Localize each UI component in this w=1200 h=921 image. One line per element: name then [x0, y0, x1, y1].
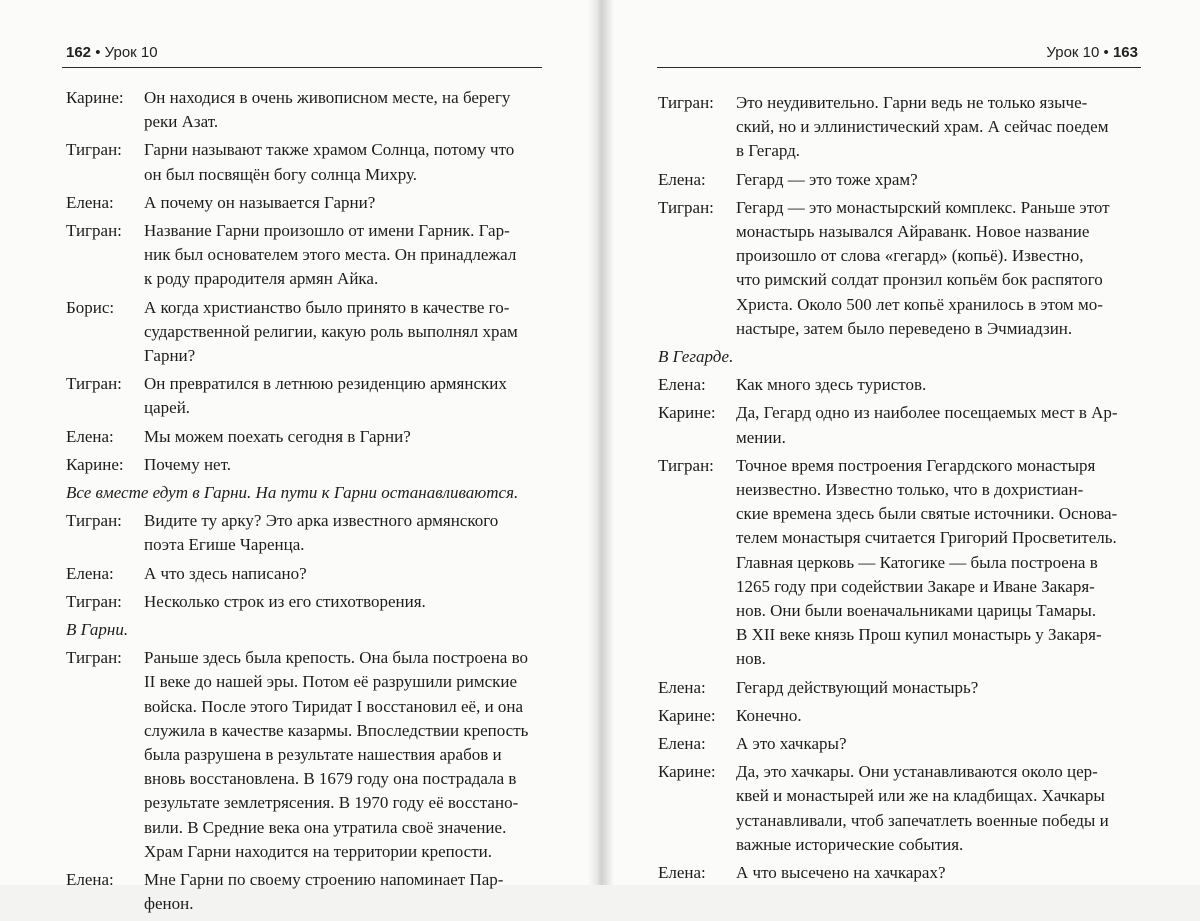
dialogue-line [66, 138, 544, 186]
speaker-name: Елена: [658, 375, 706, 395]
speech-line: Гарни? [144, 346, 196, 366]
speech-text [144, 562, 544, 586]
speech-line: ский, но и эллинистический храм. А сейчас поедем [736, 117, 1109, 137]
speaker-name: Тигран: [658, 455, 714, 475]
speech-line: в Гегард. [736, 141, 801, 161]
speech-line: Гарни называют также храмом Солнца, потому что [144, 140, 515, 160]
dialogue-line [66, 425, 544, 449]
speaker-name: Елена: [658, 169, 706, 189]
speech-line: к роду прародителя армян Айка. [144, 269, 379, 289]
speech-text [736, 676, 1134, 700]
speech-line: А что здесь написано? [144, 563, 307, 583]
dialogue-line [658, 373, 1134, 397]
speaker-name: Елена: [658, 734, 706, 754]
speech-line: фенон. [144, 894, 194, 914]
left-page-body [66, 86, 544, 921]
speaker-name: Тигран: [66, 221, 122, 241]
speech-line: Как много здесь туристов. [736, 375, 927, 395]
dialogue-line [66, 646, 544, 864]
speech-text [736, 373, 1134, 397]
speaker-name: Тигран: [66, 140, 122, 160]
dialogue-line [66, 453, 544, 477]
speech-text [736, 704, 1134, 728]
speech-text [144, 219, 544, 292]
speech-text [144, 868, 544, 916]
stage-direction: В Гарни. [66, 620, 129, 640]
speech-line: войска. После этого Тиридат I восстановил её, и она [144, 696, 524, 716]
speech-line: Он превратился в летнюю резиденцию армянских [144, 374, 507, 394]
dialogue-line [66, 562, 544, 586]
speech-text [736, 732, 1134, 756]
speech-line: нов. Они были военачальниками царицы Тамары. [736, 601, 1097, 621]
speaker-name: Тигран: [66, 374, 122, 394]
speech-text [144, 425, 544, 449]
book-gutter [588, 0, 614, 885]
speech-line: устанавливали, чтоб запечатлеть военные победы и [736, 810, 1109, 830]
speech-line: ские времена здесь были святые источники. Основа- [736, 504, 1118, 524]
dialogue-line [658, 168, 1134, 192]
speaker-name: Тигран: [66, 648, 122, 668]
speech-line: что римский солдат пронзил копьём бок распятого [736, 270, 1103, 290]
dialogue-line [66, 191, 544, 215]
speaker-name: Тигран: [658, 197, 714, 217]
speech-text [736, 861, 1134, 885]
speech-text [736, 168, 1134, 192]
speech-line: результате землетрясения. В 1970 году её восстано- [144, 793, 519, 813]
lesson-title: Урок 10 [104, 44, 158, 61]
dialogue-line [658, 760, 1134, 857]
dialogue-line [658, 91, 1134, 164]
dialogue-line [66, 868, 544, 916]
speech-line: Конечно. [736, 705, 802, 725]
speech-line: Несколько строк из его стихотворения. [144, 591, 426, 611]
speaker-name: Тигран: [66, 511, 122, 531]
speech-text [736, 454, 1134, 672]
speech-line: II веке до нашей эры. Потом её разрушили римские [144, 672, 518, 692]
speaker-name: Карине: [658, 762, 716, 782]
header-rule [657, 67, 1141, 68]
speech-line: Он находися в очень живописном месте, на берегу [144, 88, 511, 107]
speaker-name: Тигран: [66, 591, 122, 611]
speech-text [144, 590, 544, 614]
dialogue-line [658, 732, 1134, 756]
dialogue-line [658, 196, 1134, 341]
speaker-name: Карине: [658, 705, 716, 725]
speaker-name: Карине: [66, 454, 124, 474]
speech-text [144, 191, 544, 215]
dialogue-line [658, 704, 1134, 728]
dialogue-line [66, 296, 544, 369]
right-page [602, 0, 1200, 885]
dialogue-line [66, 590, 544, 614]
speech-line: Название Гарни произошло от имени Гарник. Гар- [144, 221, 510, 241]
speech-line: А это хачкары? [736, 734, 847, 754]
speech-line: реки Азат. [144, 112, 219, 132]
speaker-name: Елена: [658, 677, 706, 697]
speech-text [736, 91, 1134, 164]
right-page-body [658, 91, 1134, 889]
speaker-name: Тигран: [658, 93, 714, 112]
speech-text [736, 196, 1134, 341]
left-page [0, 0, 598, 914]
speaker-name: Карине: [66, 88, 124, 107]
speech-line: квей и монастырей или же на кладбищах. Хачкары [736, 786, 1105, 806]
speech-text [144, 296, 544, 369]
right-page-header [1046, 44, 1138, 61]
speaker-name: Елена: [66, 563, 114, 583]
dialogue-line [66, 372, 544, 420]
speech-line: А когда христианство было принято в качестве го- [144, 297, 510, 317]
speech-line: Видите ту арку? Это арка известного армянского [144, 511, 499, 531]
speech-line: Раньше здесь была крепость. Она была построена во [144, 648, 528, 668]
speech-line: вили. В Средние века она утратила своё значение. [144, 817, 507, 837]
speech-line: он был посвящён богу солнца Михру. [144, 164, 418, 184]
speech-line: Мы можем поехать сегодня в Гарни? [144, 426, 411, 446]
speaker-name: Елена: [66, 426, 114, 446]
speech-line: мении. [736, 427, 786, 447]
speech-line: А что высечено на хачкарах? [736, 863, 946, 883]
speech-line: Мне Гарни по своему строению напоминает Пар- [144, 870, 504, 890]
speech-line: была разрушена в результате нашествия арабов и [144, 745, 502, 765]
speech-text [144, 509, 544, 557]
speaker-name: Елена: [66, 870, 114, 890]
speech-line: В XII веке князь Прош купил монастырь у Закаря- [736, 625, 1102, 645]
speech-text [736, 401, 1134, 449]
dialogue-line [658, 676, 1134, 700]
page-number: 163 [1112, 44, 1138, 61]
header-rule [62, 67, 542, 68]
dialogue-line [66, 219, 544, 292]
speech-line: Да, Гегард одно из наиболее посещаемых мест в Ар- [736, 403, 1118, 423]
speech-line: важные исторические события. [736, 834, 964, 854]
speech-line: сударственной религии, какую роль выполнял храм [144, 321, 518, 341]
header-separator: • [95, 44, 101, 61]
dialogue-line [658, 401, 1134, 449]
speech-line: Это неудивительно. Гарни ведь не только языче- [736, 93, 1088, 112]
speech-line: 1265 году при содействии Закаре и Иване Закаря- [736, 576, 1095, 596]
speech-text [144, 86, 544, 134]
speech-text [144, 453, 544, 477]
speech-line: монастырь назывался Айраванк. Новое название [736, 222, 1090, 242]
stage-direction: Все вместе едут в Гарни. На пути к Гарни останавливаются. [66, 483, 519, 503]
speech-line: нов. [736, 649, 766, 669]
speech-line: Гегард — это тоже храм? [736, 169, 918, 189]
speech-line: неизвестно. Известно только, что в дохристиан- [736, 480, 1084, 500]
speech-line: служила в качестве казармы. Впоследствии крепость [144, 720, 529, 740]
speech-line: поэта Егише Чаренца. [144, 535, 305, 555]
speech-text [144, 138, 544, 186]
speech-line: Точное время построения Гегардского монастыря [736, 455, 1096, 475]
speech-line: Христа. Около 500 лет копьё хранилось в этом мо- [736, 294, 1103, 314]
page-number: 162 [66, 44, 92, 61]
stage-direction: В Гегарде. [658, 347, 734, 367]
speech-line: Главная церковь — Катогике — была построена в [736, 552, 1098, 572]
speech-line: телем монастыря считается Григорий Просветитель. [736, 528, 1117, 548]
speech-text [144, 646, 544, 864]
dialogue-line [66, 86, 544, 134]
speech-line: Гегард — это монастырский комплекс. Раньше этот [736, 197, 1110, 217]
speaker-name: Борис: [66, 297, 115, 317]
speech-line: царей. [144, 398, 191, 418]
speaker-name: Елена: [66, 192, 114, 212]
speaker-name: Елена: [658, 863, 706, 883]
speech-text [144, 372, 544, 420]
dialogue-line [658, 454, 1134, 672]
speech-line: вновь восстановлена. В 1679 году она пострадала в [144, 769, 517, 789]
speech-line: Гегард действующий монастырь? [736, 677, 979, 697]
dialogue-line [658, 861, 1134, 885]
lesson-title: Урок 10 [1046, 44, 1100, 61]
speech-line: А почему он называется Гарни? [144, 192, 376, 212]
speech-line: Храм Гарни находится на территории крепости. [144, 841, 492, 861]
speech-line: настыре, затем было переведено в Эчмиадзин. [736, 318, 1073, 338]
speech-line: ник был основателем этого места. Он принадлежал [144, 245, 517, 265]
speech-line: Почему нет. [144, 454, 231, 474]
speech-line: Да, это хачкары. Они устанавливаются около цер- [736, 762, 1098, 782]
left-page-header [66, 44, 158, 61]
dialogue-line [66, 509, 544, 557]
speaker-name: Карине: [658, 403, 716, 423]
speech-text [736, 760, 1134, 857]
speech-line: произошло от слова «гегард» (копьё). Известно, [736, 246, 1084, 266]
header-separator: • [1103, 44, 1109, 61]
